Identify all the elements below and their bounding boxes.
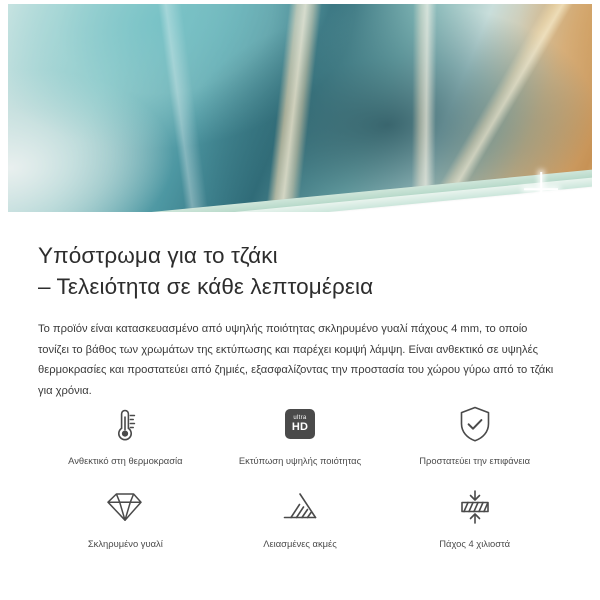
- page-title: [0, 222, 600, 302]
- feature-item-tempered-glass: [38, 485, 213, 550]
- ultra-hd-badge-icon: [285, 402, 315, 446]
- feature-label: Λειασμένες ακμές: [263, 538, 337, 549]
- feature-item-thickness: [387, 485, 562, 550]
- hero-image: [0, 0, 600, 222]
- headline-line-2: – Τελειότητα σε κάθε λεπτομέρεια: [38, 274, 374, 299]
- headline-line-1: Υπόστρωμα για το τζάκι: [38, 243, 278, 268]
- badge-top-text: ultra: [293, 415, 307, 421]
- feature-label: Εκτύπωση υψηλής ποιότητας: [238, 455, 362, 466]
- thermometer-icon: [108, 402, 142, 446]
- thickness-arrows-icon: [455, 485, 495, 529]
- feature-label: Προστατεύει την επιφάνεια: [419, 455, 531, 466]
- feature-label: Πάχος 4 χιλιοστά: [439, 538, 511, 549]
- body-paragraph: Το προϊόν είναι κατασκευασμένο από υψηλής ποιότητας σκληρυμένο γυαλί πάχους 4 mm, το οποίο τονίζει το βάθος των χρωμάτων της εκτύπωσης και παρέχει κομψή λάμψη. Είναι ανθεκτικό σε υψηλές θερμοκρασίες και προστατεύει από ζημιές, εξασφαλίζοντας την προστασία του χώρου γύρω από το τζάκι για χρόνια.: [38, 323, 554, 397]
- feature-item-ultra-hd-print: [213, 402, 388, 467]
- badge-bottom-text: HD: [291, 421, 309, 433]
- feature-item-surface-protection: [387, 402, 562, 467]
- feature-grid: [38, 402, 562, 550]
- smooth-edges-icon: [280, 485, 320, 529]
- hero-image-inner: [8, 4, 592, 212]
- content-section: [0, 222, 600, 600]
- feature-label: Ανθεκτικό στη θερμοκρασία: [68, 455, 183, 466]
- shield-check-icon: [456, 402, 494, 446]
- diamond-icon: [104, 485, 146, 529]
- feature-item-smooth-edges: [213, 485, 388, 550]
- feature-label: Σκληρυμένο γυαλί: [87, 538, 163, 549]
- feature-item-heat-resistant: [38, 402, 213, 467]
